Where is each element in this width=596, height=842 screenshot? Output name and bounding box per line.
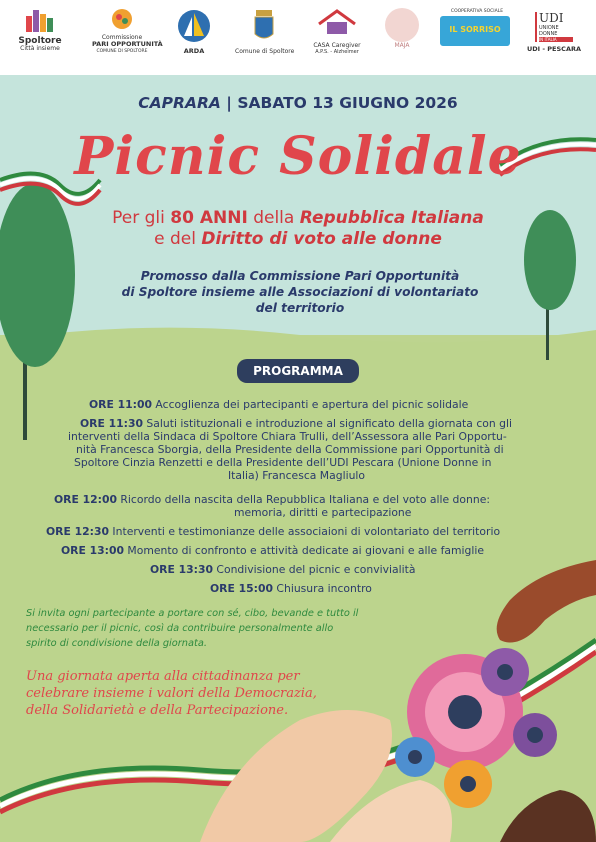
invite-line: spirito di condivisione della giornata. [26, 638, 207, 649]
flower-purple-top [481, 648, 529, 696]
program-text: Momento di confronto e attività dedicate ai giovani e alle famiglie [124, 544, 485, 557]
promo-line: di Spoltore insieme alle Associazioni di volontariato [121, 285, 479, 299]
subtitle-line-1 [0, 208, 596, 229]
program-line: nità Francesca Sborgia, della Presidente della Commissione pari Opportunità di [76, 443, 504, 456]
spoltore-buildings-icon [24, 8, 56, 34]
subtitle-text: e del [154, 229, 202, 249]
invite-line: necessario per il picnic, così da contribuire personalmente allo [26, 623, 334, 634]
flower-blue [395, 737, 435, 777]
program-line [150, 563, 415, 576]
programma-badge: PROGRAMMA [237, 359, 359, 383]
event-place: CAPRARA [138, 94, 221, 112]
event-title: Picnic Solidale [74, 126, 522, 187]
program-text: Ricordo della nascita della Repubblica Italiana e del voto alle donne: [117, 493, 490, 506]
udi-l4: IN ITALIA [539, 37, 573, 42]
pari-circle-icon [111, 8, 133, 30]
program-item-1330 [150, 563, 415, 576]
flower-purple-right [513, 713, 557, 757]
closing-text [26, 668, 346, 719]
maja-circle-icon [385, 8, 419, 42]
logo-udi [524, 12, 584, 53]
closing-line: celebrare insieme i valori della Democrazia, [26, 686, 317, 701]
program-line [80, 417, 512, 430]
program-time: ORE 11:00 [89, 398, 152, 411]
closing-line: Una giornata aperta alla cittadinanza per [26, 669, 300, 684]
logo-casa-caregiver [306, 8, 368, 56]
program-line: Italia) Francesca Magliulo [228, 469, 366, 482]
program-line [89, 398, 468, 411]
program-text: Chiusura incontro [273, 582, 372, 595]
logo-strip [0, 0, 596, 75]
program-line: interventi della Sindaca di Spoltore Chiara Trulli, dell’Assessora alle Pari Opportu- [68, 430, 507, 443]
logo-arda [174, 8, 214, 55]
program-line [210, 582, 372, 595]
pari-sub: COMUNE DI SPOLTORE [96, 49, 148, 54]
event-date: SABATO 13 GIUGNO 2026 [237, 94, 458, 112]
program-text: Condivisione del picnic e convivialità [213, 563, 416, 576]
program-text: Accoglienza dei partecipanti e apertura del picnic solidale [152, 398, 469, 411]
program-time: ORE 13:00 [61, 544, 124, 557]
logo-spoltore [16, 8, 64, 52]
comune-crest-icon [252, 8, 276, 44]
spoltore-tag: Città insieme [20, 45, 60, 52]
invite-line: Si invita ogni partecipante a portare con sé, cibo, bevande e tutto il [26, 608, 359, 619]
flower-orange [444, 760, 492, 808]
program-item-1500 [210, 582, 372, 595]
program-line: Spoltore Cinzia Renzetti e della Presidente dell’UDI Pescara (Unione Donne in [74, 456, 492, 469]
udi-l1: UDI [539, 11, 564, 25]
header-separator: | [220, 94, 238, 112]
subtitle-line-2 [0, 229, 596, 250]
casa-name: CASA Caregiver [313, 42, 361, 49]
program-time: ORE 12:00 [54, 493, 117, 506]
logo-maja [384, 8, 420, 49]
program-item-1200 [54, 493, 490, 519]
maja-name: MAJA [394, 42, 410, 49]
program-item-1300 [61, 544, 484, 557]
subtitle-repubblica: Repubblica Italiana [299, 208, 484, 228]
promo-line: del territorio [255, 301, 345, 315]
casa-house-icon [315, 8, 359, 38]
program-text: Saluti istituzionali e introduzione al significato della giornata con gli [143, 417, 513, 430]
udi-l2: UNIONE [539, 25, 559, 31]
program-line [46, 525, 500, 538]
sorriso-top: COOPERATIVA SOCIALE [450, 9, 504, 14]
program-line [54, 493, 490, 506]
program-text: Interventi e testimonianze delle associaioni di volontariato del territorio [109, 525, 501, 538]
event-subtitle [0, 208, 596, 250]
promoter-text [100, 268, 500, 316]
arda-sail-icon [176, 8, 212, 44]
program-time: ORE 15:00 [210, 582, 273, 595]
udi-caption: UDI - PESCARA [526, 45, 582, 53]
logo-comune [235, 8, 293, 55]
program-item-1130 [68, 417, 513, 482]
logo-pari-opportunita [92, 8, 163, 55]
udi-mark [535, 12, 573, 42]
pari-small: Commissione [101, 34, 143, 41]
logo-il-sorriso [440, 8, 514, 46]
program-time: ORE 12:30 [46, 525, 109, 538]
subtitle-diritto: Diritto di voto alle donne [201, 229, 442, 249]
casa-sub: A.P.S. - Alzheimer [315, 49, 359, 55]
pari-name: PARI OPPORTUNITÀ [92, 40, 163, 48]
program-line: memoria, diritti e partecipazione [234, 506, 412, 519]
program-item-1100 [89, 398, 468, 411]
event-header [0, 94, 596, 112]
subtitle-text: Per gli [112, 208, 171, 228]
arda-name: ARDA [183, 47, 205, 55]
sorriso-banner [440, 16, 510, 46]
closing-line: della Solidarietà e della Partecipazione. [26, 703, 289, 718]
sorriso-name: IL SORRISO [449, 25, 501, 34]
promo-line: Promosso dalla Commissione Pari Opportunità [140, 269, 460, 283]
udi-l3: DONNE [539, 31, 558, 37]
program-time: ORE 11:30 [80, 417, 143, 430]
program-item-1230 [46, 525, 500, 538]
invite-text [26, 606, 426, 651]
subtitle-text: della [247, 208, 300, 228]
subtitle-anni: 80 ANNI [170, 208, 248, 228]
spoltore-name: Spoltore [18, 36, 62, 46]
comune-name: Comune di Spoltore [235, 48, 295, 55]
program-line [61, 544, 484, 557]
program-time: ORE 13:30 [150, 563, 213, 576]
